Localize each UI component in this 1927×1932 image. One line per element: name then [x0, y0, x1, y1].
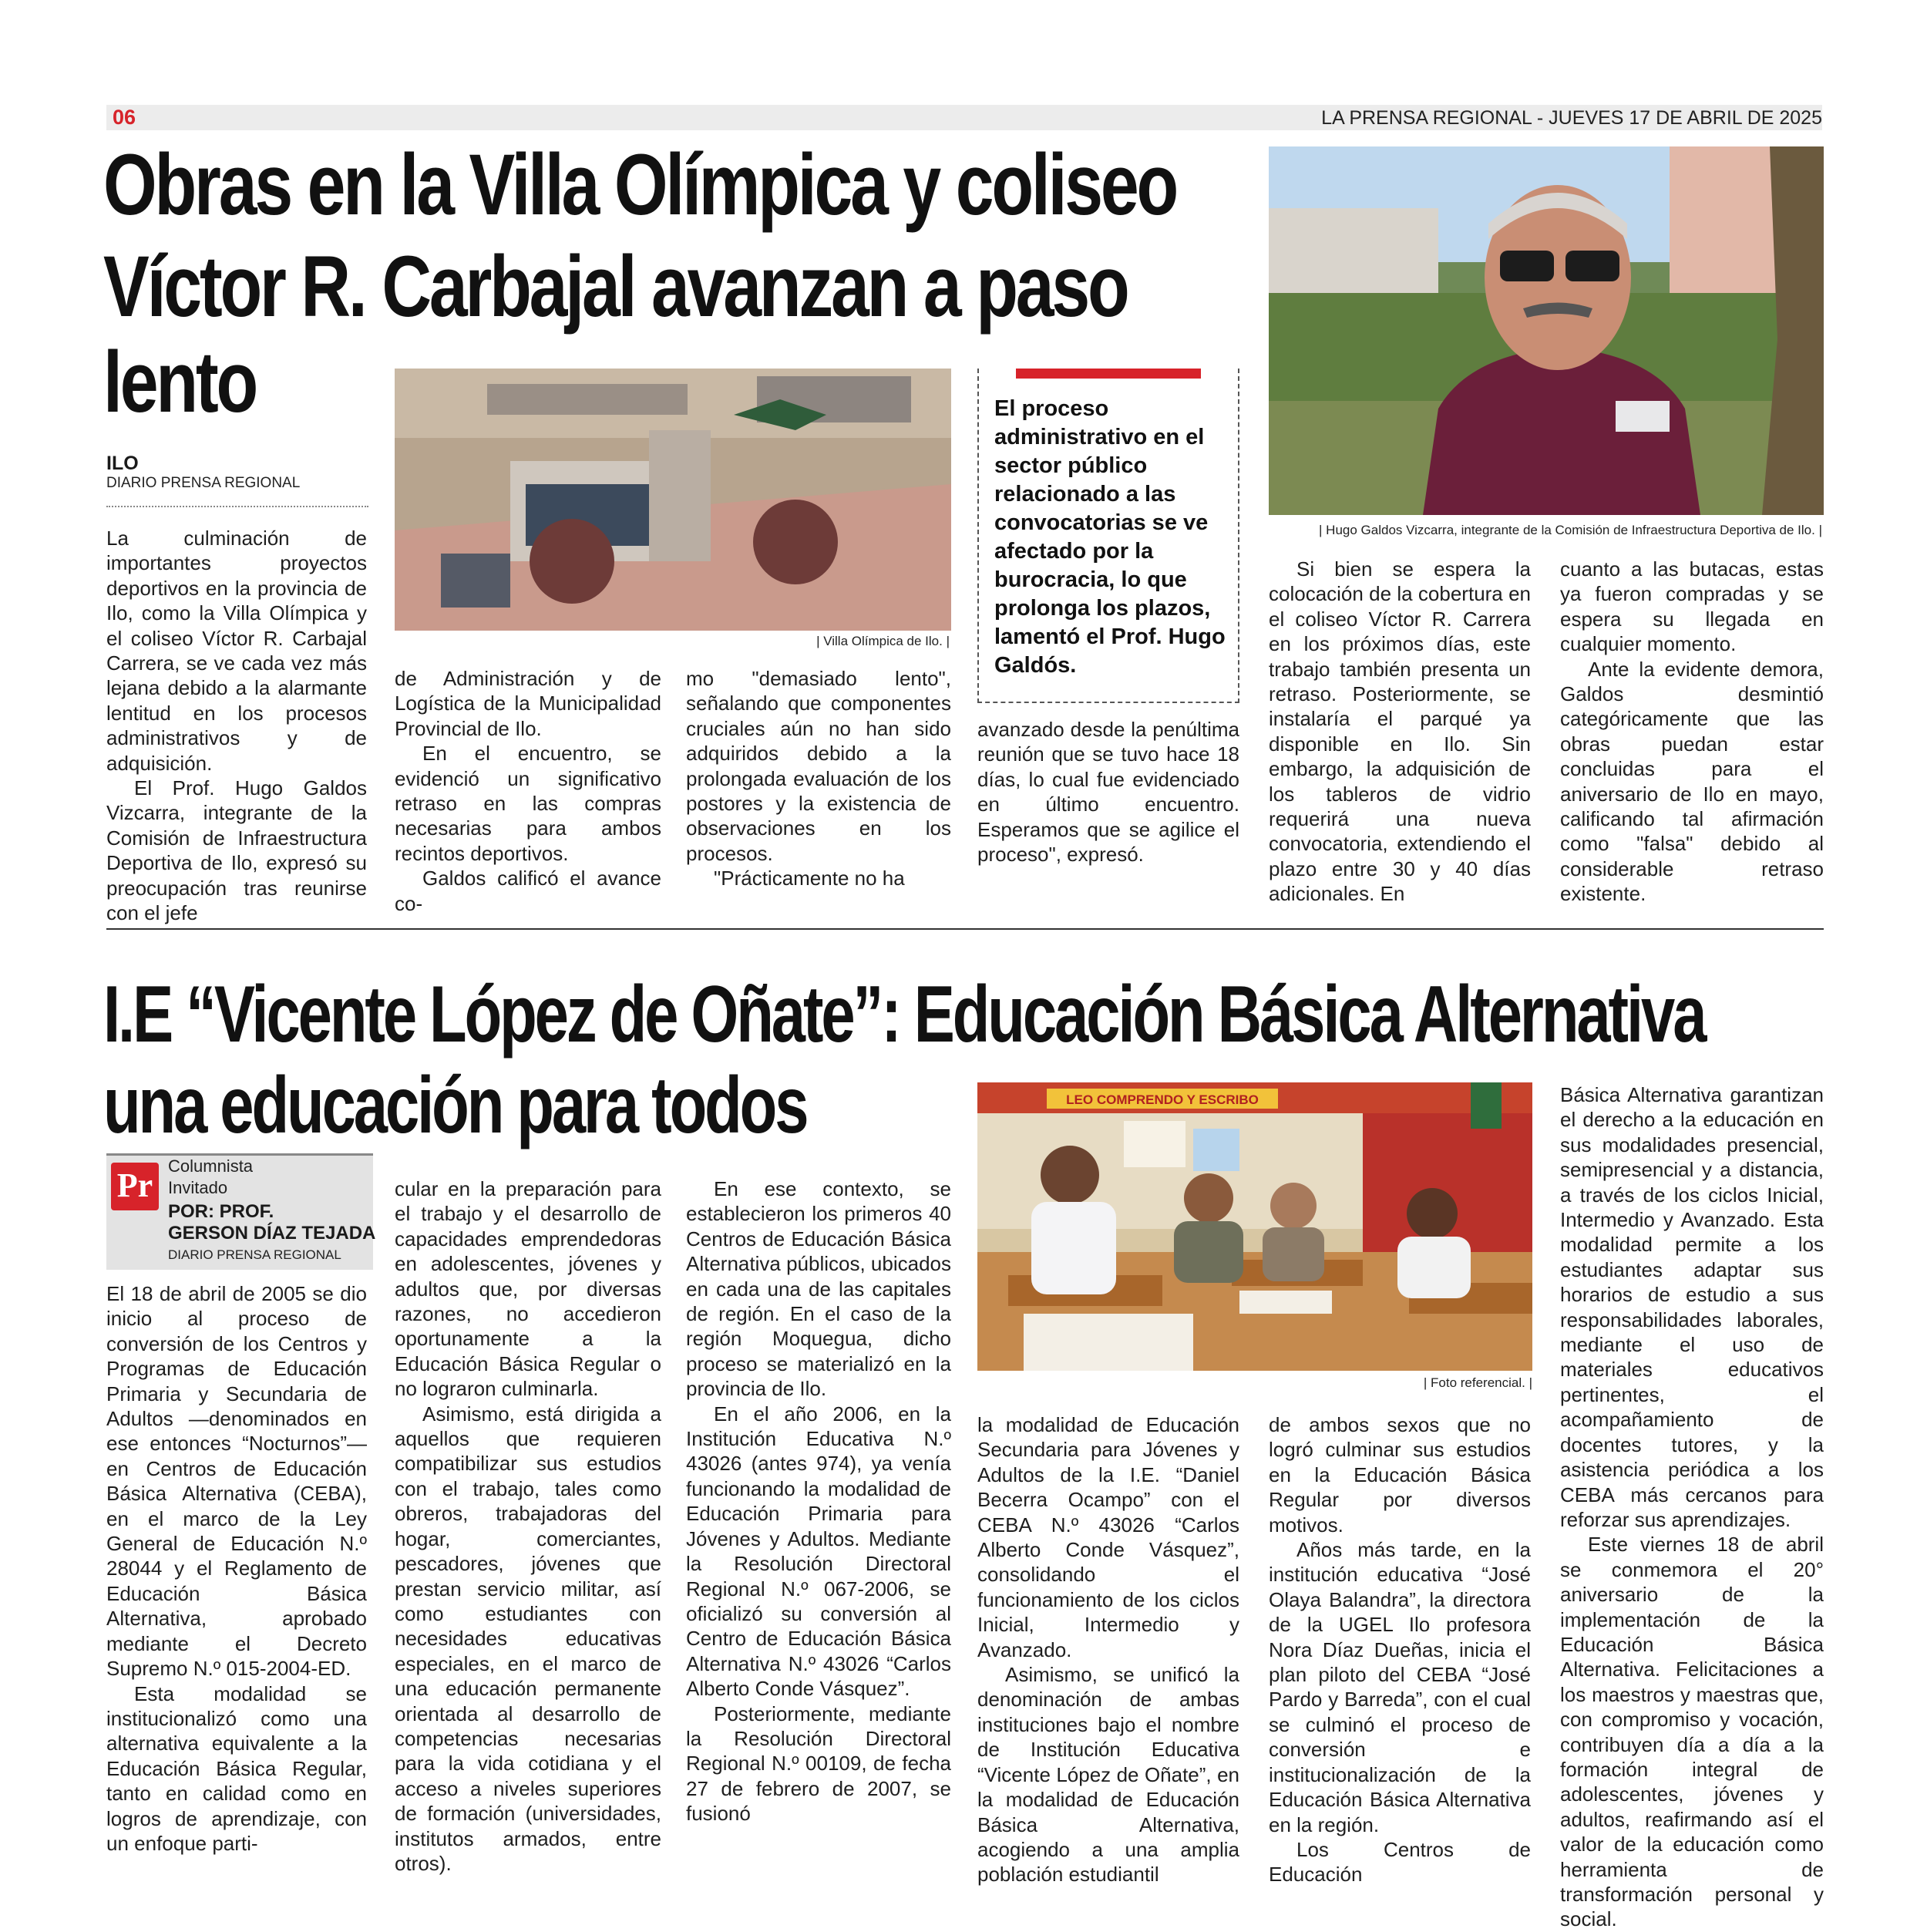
article1-headline-line1: Obras en la Villa Olímpica y coliseo	[103, 136, 1177, 233]
byline-line-1: POR: PROF.	[168, 1201, 274, 1222]
article1-column-6	[1560, 557, 1824, 907]
byline-line-2: GERSON DÍAZ TEJADA	[168, 1223, 376, 1244]
paragraph: El 18 de abril de 2005 se dio inicio al proceso de conversión de los Centros y Programas de Educación Primaria y Secundaria de Adultos —denominados en ese entonces “Nocturnos”— en Centros de Educación Básica Alternativa (CEBA), en el marco de la Ley General de Educación N.º 28044 y el Reglamento de Educación Básica Alternativa, aprobado mediante el Decreto Supremo N.º 015-2004-ED.	[106, 1282, 367, 1681]
publication-date-line: LA PRENSA REGIONAL - JUEVES 17 DE ABRIL DE 2025	[1321, 107, 1822, 129]
paragraph: En el encuentro, se evidenció un significativo retraso en las compras necesarias para ambos recintos deportivos.	[395, 742, 661, 865]
paragraph: Años más tarde, en la institución educativa “José Olaya Balandra”, la directora de la UGEL Ilo profesora Nora Díaz Dueñas, inicia el plan piloto del CEBA “José Pardo y Barreda”, con el cual se culminó el proceso de conversión e institucionalización de la Educación Básica Alternativa en la región.	[1269, 1538, 1531, 1836]
article1-headline-line2: Víctor R. Carbajal avanzan a paso	[103, 238, 1128, 335]
paragraph: Ante la evidente demora, Galdos desmintió categóricamente que las obras puedan estar concluidas para el aniversario de Ilo en mayo, calificando tal afirmación como "falsa" debido al considerable retraso existente.	[1560, 657, 1824, 906]
newspaper-logo	[111, 1163, 159, 1210]
classroom-photo-caption: | Foto referencial. |	[1423, 1375, 1532, 1390]
paragraph: "Prácticamente no ha	[714, 867, 905, 890]
article2-source: DIARIO PRENSA REGIONAL	[168, 1247, 341, 1262]
classroom-sign-text: LEO COMPRENDO Y ESCRIBO	[1066, 1092, 1259, 1107]
article2-column-6	[1560, 1082, 1824, 1932]
paragraph: Asimismo, está dirigida a aquellos que requieren compatibilizar sus estudios con el trabajo, tales como obreros, trabajadoras del hogar, comerciantes, pescadores, jóvenes que prestan servicio militar, así como estudiantes con necesidades educativas especiales, en el marco de una educación permanente orientada al desarrollo de competencias necesarias para la vida cotidiana y el acceso a niveles superiores de formación (universidades, institutos armados, entre otros).	[395, 1402, 661, 1875]
article1-source: DIARIO PRENSA REGIONAL	[106, 475, 301, 491]
paragraph: Este viernes 18 de abril se conmemora el 20° aniversario de la implementación de la Educación Básica Alternativa. Felicitaciones a los maestros y maestras que, con compromiso y vocación, contribuyen día a día a la formación integral de adolescentes, jóvenes y adultos, reafirmando así el valor de la educación como herramienta de transformación personal y social.	[1560, 1533, 1824, 1931]
section-divider	[106, 928, 1824, 930]
article1-column-1	[106, 526, 367, 926]
article2-column-1	[106, 1281, 367, 1856]
article1-column-3	[686, 666, 951, 891]
article2-column-5	[1269, 1412, 1531, 1887]
columnist-label-2: Invitado	[168, 1178, 228, 1197]
paragraph: de Administración y de Logística de la Municipalidad Provincial de Ilo.	[395, 667, 661, 740]
paragraph: Básica Alternativa garantizan el derecho a la educación en sus modalidades presencial, semipresencial y a distancia, a través de los ciclos Inicial, Intermedio y Avanzado. Esta modalidad permite a los estudiantes adaptar sus horarios de estudio a sus responsabilidades laborales, mediante el uso de materiales educativos pertinentes, el acompañamiento de docentes tutores, y la asistencia periódica a los CEBA más cercanos para reforzar sus aprendizajes.	[1560, 1083, 1824, 1531]
paragraph: cular en la preparación para el trabajo y el desarrollo de capacidades emprendedoras en adolescentes, jóvenes y adultos que, por diversas razones, no accedieron oportunamente a la Educación Básica Regular o no lograron culminarla.	[395, 1177, 661, 1401]
paragraph: la modalidad de Educación Secundaria para Jóvenes y Adultos de la I.E. “Daniel Becerra Ocampo” con el CEBA N.º 43026 “Carlos Alberto Conde Vásquez”, consolidando el funcionamiento de los ciclos Inicial, Intermedio y Avanzado.	[977, 1413, 1239, 1661]
paragraph: Asimismo, se unificó la denominación de ambas instituciones bajo el nombre de Institución Educativa “Vicente López de Oñate”, en la modalidad de Educación Básica Alternativa, acogiendo a una amplia población estudiantil	[977, 1663, 1239, 1887]
paragraph: mo "demasiado lento", señalando que componentes cruciales aún no han sido adquiridos debido a la prolongada evaluación de los postores y la existencia de observaciones en los procesos.	[686, 667, 951, 865]
paragraph: El Prof. Hugo Galdos Vizcarra, integrante de la Comisión de Infraestructura Deportiva de Ilo, expresó su preocupación tras reunirse con el jefe	[106, 776, 367, 925]
paragraph: Posteriormente, mediante la Resolución Directoral Regional N.º 00109, de fecha 27 de febrero de 2007, se fusionó	[686, 1701, 951, 1826]
paragraph: Esta modalidad se institucionalizó como una alternativa equivalente a la Educación Básica Regular, tanto en calidad como en logros de aprendizaje, con un enfoque parti-	[106, 1681, 367, 1855]
pullquote-accent-bar	[1016, 369, 1201, 379]
hugo-galdos-photo	[1269, 146, 1824, 515]
article1-column-4	[977, 717, 1239, 867]
hugo-galdos-caption: | Hugo Galdos Vizcarra, integrante de la Comisión de Infraestructura Deportiva de Ilo. |	[1319, 523, 1822, 537]
paragraph: avanzado desde la penúltima reunión que se tuvo hace 18 días, lo cual fue evidenciado en último encuentro. Esperamos que se agilice el proceso", expresó.	[977, 718, 1239, 867]
article1-column-5	[1269, 557, 1531, 907]
pullquote-text: El proceso administrativo en el sector público relacionado a las convocatorias se ve afectado por la burocracia, lo que prolonga los plazos, lamentó el Prof. Hugo Galdós.	[994, 396, 1226, 678]
article1-column-2	[395, 666, 661, 916]
article2-headline-line2: una educación para todos	[103, 1061, 807, 1150]
paragraph: La culminación de importantes proyectos deportivos en la provincia de Ilo, como la Villa Olímpica y el coliseo Víctor R. Carbajal Carrera, se ve cada vez más lejana debido a la alarmante lentitud en los procesos administrativos y de adquisición.	[106, 527, 367, 775]
article1-location: ILO	[106, 453, 139, 474]
article2-headline-line1: I.E “Vicente López de Oñate”: Educación Básica Alternativa	[103, 970, 1705, 1059]
villa-olimpica-photo	[395, 369, 951, 631]
paragraph: Si bien se espera la colocación de la cobertura en el coliseo Víctor R. Carrera en los próximos días, este trabajo también presenta un retraso. Posteriormente, se instalaría el parqué ya disponible en Ilo. Sin embargo, la adquisición de los tableros de vidrio requerirá una nueva convocatoria, extendiendo el plazo entre 30 y 40 días adicionales. En	[1269, 557, 1531, 906]
paragraph: En ese contexto, se establecieron los primeros 40 Centros de Educación Básica Alternativa públicos, ubicados en cada una de las capitales de región. En el caso de la región Moquegua, dicho proceso se materializó en la provincia de Ilo.	[686, 1177, 951, 1401]
classroom-photo	[977, 1082, 1532, 1371]
page-number: 06	[113, 106, 136, 129]
article2-column-2	[395, 1176, 661, 1876]
newspaper-logo-text: Pr	[116, 1166, 153, 1204]
paragraph: Los Centros de Educación	[1269, 1837, 1531, 1887]
paragraph: de ambos sexos que no logró culminar sus estudios en la Educación Básica Regular por diversos motivos.	[1269, 1413, 1531, 1537]
article2-column-3	[686, 1176, 951, 1826]
paragraph: cuanto a las butacas, estas ya fueron compradas y se espera su llegada en cualquier momento.	[1560, 557, 1824, 656]
article1-divider-dotted	[106, 506, 368, 507]
villa-olimpica-caption: | Villa Olímpica de Ilo. |	[816, 634, 950, 648]
article1-headline-line3: lento	[103, 334, 257, 430]
columnist-label-1: Columnista	[168, 1156, 254, 1176]
paragraph: En el año 2006, en la Institución Educativa N.º 43026 (antes 974), ya venía funcionando la modalidad de Educación Primaria para Jóvenes y Adultos. Mediante la Resolución Directoral Regional N.º 067-2006, se oficializó su conversión al Centro de Educación Básica Alternativa N.º 43026 “Carlos Alberto Conde Vásquez”.	[686, 1402, 951, 1701]
paragraph: Galdos calificó el avance co-	[395, 867, 661, 915]
article2-column-4	[977, 1412, 1239, 1887]
